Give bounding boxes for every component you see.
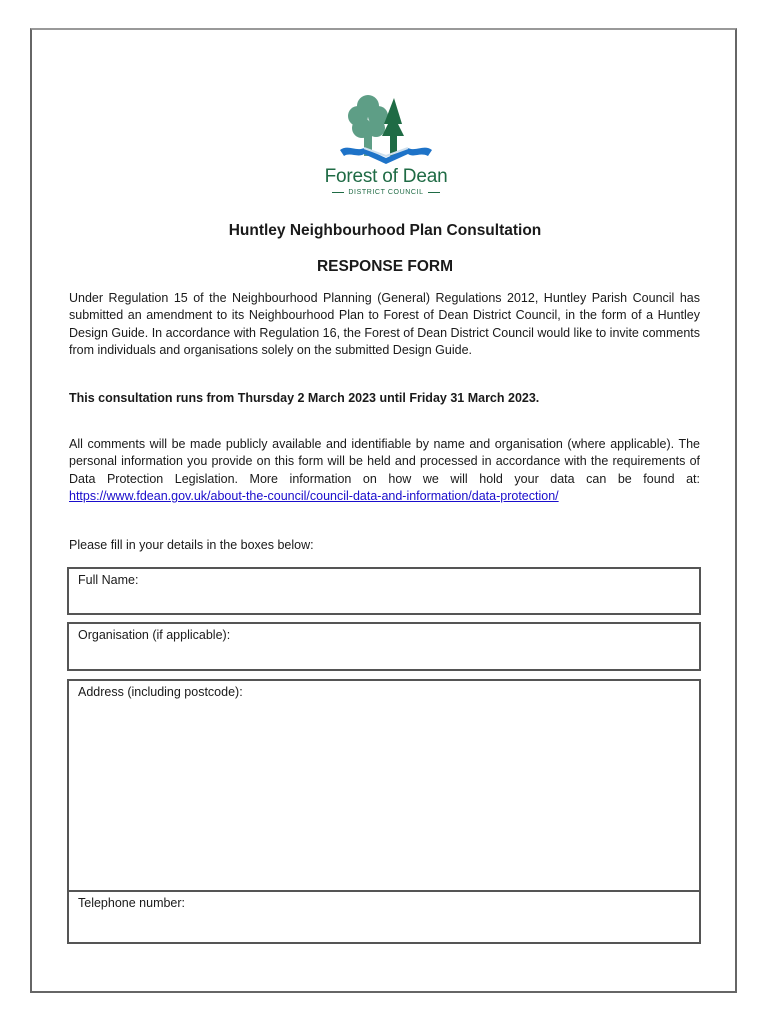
full-name-field[interactable] bbox=[67, 567, 701, 615]
logo-subtitle: DISTRICT COUNCIL bbox=[318, 189, 454, 196]
page-title: Huntley Neighbourhood Plan Consultation bbox=[228, 222, 542, 239]
logo-wordmark: Forest of Dean bbox=[324, 166, 448, 187]
form-heading: RESPONSE FORM bbox=[316, 258, 454, 275]
telephone-field[interactable] bbox=[67, 890, 701, 944]
intro-paragraph: Under Regulation 15 of the Neighbourhood Planning (General) Regulations 2012, Huntley Parish Council has submitted an amendment to its Neighbourhood Plan to Forest of Dean District Council, in the form of a Huntley Design Guide. In accordance with Regulation 16, the Forest of Dean District Council would like to invite comments from individuals and organisations solely on the submitted Design Guide. bbox=[69, 291, 700, 357]
forest-of-dean-logo bbox=[318, 92, 454, 200]
full-name-label: Full Name: bbox=[78, 573, 139, 587]
consultation-dates: This consultation runs from Thursday 2 March 2023 until Friday 31 March 2023. bbox=[69, 391, 540, 405]
address-field[interactable] bbox=[67, 679, 701, 892]
telephone-label: Telephone number: bbox=[78, 896, 186, 910]
data-protection-link[interactable]: https://www.fdean.gov.uk/about-the-council/council-data-and-information/data-protection/ bbox=[69, 488, 559, 503]
organisation-label: Organisation (if applicable): bbox=[78, 628, 231, 642]
tree-river-emblem-icon bbox=[318, 92, 454, 166]
privacy-paragraph: All comments will be made publicly available and identifiable by name and organisation (where applicable). The personal information you provide on this form will be held and processed in accordance with the requirements of Data Protection Legislation. More information on how we will hold your data can be found at: https://www.fdean.gov.uk/about-the-council/council-data-and-information/data-protection/ bbox=[69, 437, 700, 503]
address-label: Address (including postcode): bbox=[78, 685, 243, 699]
instruction-text: Please fill in your details in the boxes below: bbox=[69, 538, 314, 552]
organisation-field[interactable] bbox=[67, 622, 701, 671]
